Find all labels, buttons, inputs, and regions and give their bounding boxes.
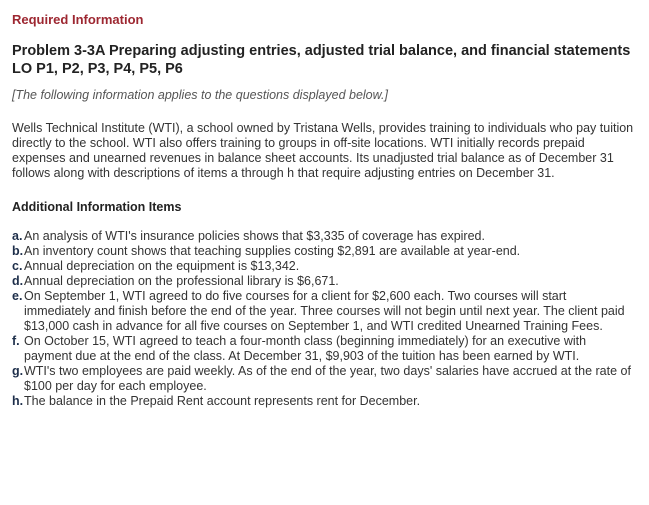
list-item	[12, 274, 635, 289]
item-label: b.	[12, 244, 24, 258]
item-label: f.	[12, 334, 20, 348]
item-text: On September 1, WTI agreed to do five courses for a client for $2,600 each. Two courses will start immediately and finish before the end of the year. Three courses will not begin until next year. The client paid $13,000 cash in advance for all five courses on September 1, and WTI credited Unearned Training Fees.	[24, 289, 625, 333]
item-text: Annual depreciation on the professional library is $6,671.	[24, 274, 339, 288]
item-text: Annual depreciation on the equipment is $13,342.	[24, 259, 300, 273]
additional-information-heading: Additional Information Items	[12, 200, 182, 214]
item-label: c.	[12, 259, 23, 273]
list-item	[12, 259, 635, 274]
list-item	[12, 229, 635, 244]
item-label: e.	[12, 289, 23, 303]
problem-title: Problem 3-3A Preparing adjusting entries, adjusted trial balance, and financial statements LO P1, P2, P3, P4, P5, P6	[12, 43, 631, 77]
item-text: On October 15, WTI agreed to teach a four-month class (beginning immediately) for an executive with payment due at the end of the class. At December 31, $9,903 of the tuition has been earned by WTI.	[24, 334, 587, 363]
instruction-note: [The following information applies to the questions displayed below.]	[12, 88, 388, 102]
item-label: a.	[12, 229, 23, 243]
item-text: WTI's two employees are paid weekly. As of the end of the year, two days' salaries have accrued at the rate of $100 per day for each employee.	[24, 364, 631, 393]
item-text: The balance in the Prepaid Rent account represents rent for December.	[24, 394, 421, 408]
list-item	[12, 394, 635, 409]
list-item	[12, 364, 635, 394]
intro-paragraph: Wells Technical Institute (WTI), a school owned by Tristana Wells, provides training to individuals who pay tuition directly to the school. WTI also offers training to groups in off-site locations. WTI initially records prepaid expenses and unearned revenues in balance sheet accounts. Its unadjusted trial balance as of December 31 follows along with descriptions of items a through h that require adjusting entries on December 31.	[12, 121, 634, 180]
list-item	[12, 244, 635, 259]
list-item	[12, 334, 635, 364]
item-label: g.	[12, 364, 24, 378]
additional-information-list	[12, 229, 635, 409]
list-item	[12, 289, 635, 334]
item-label: d.	[12, 274, 24, 288]
required-information-label: Required Information	[12, 12, 144, 27]
item-text: An inventory count shows that teaching supplies costing $2,891 are available at year-end.	[24, 244, 521, 258]
item-text: An analysis of WTI's insurance policies shows that $3,335 of coverage has expired.	[24, 229, 485, 243]
item-label: h.	[12, 394, 24, 408]
